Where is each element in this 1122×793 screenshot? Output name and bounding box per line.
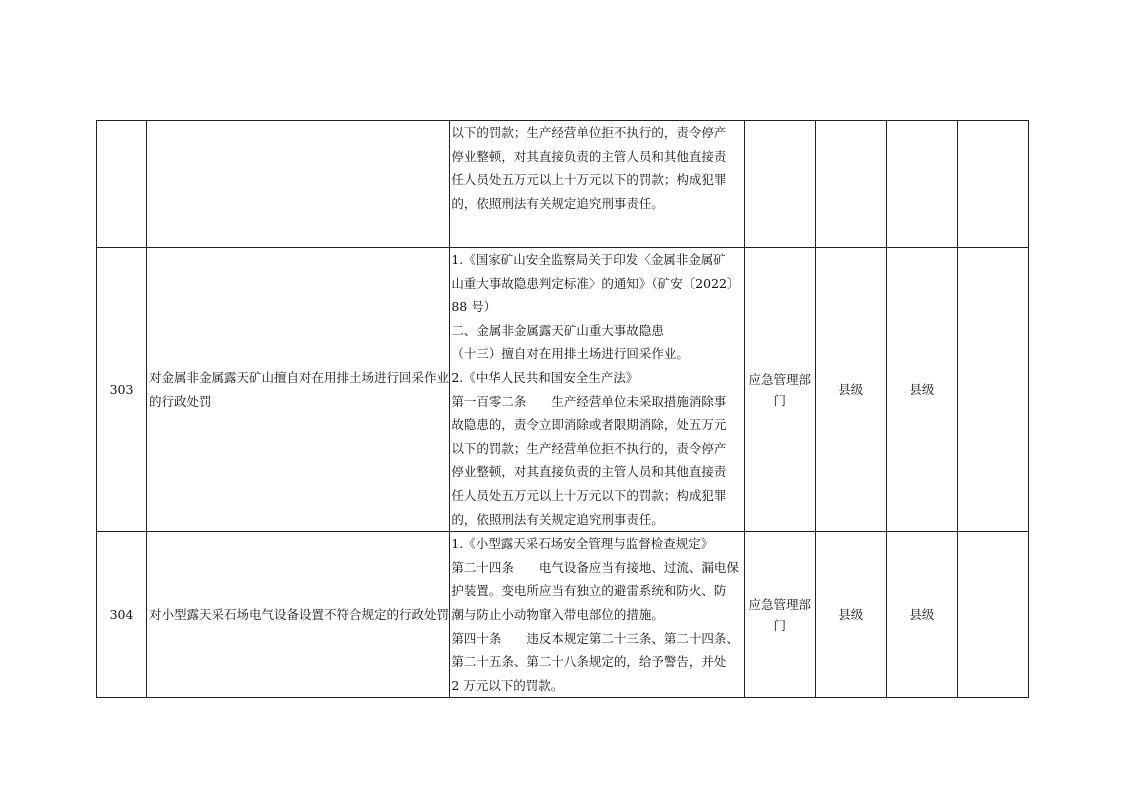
level-cell xyxy=(886,121,957,248)
row-number-cell: 304 xyxy=(97,532,147,698)
legal-basis-line: 第二十五条、第二十八条规定的，给予警告，并处 xyxy=(451,654,727,670)
legal-basis-line: 88 号） xyxy=(451,299,497,315)
level-cell xyxy=(815,121,886,248)
legal-basis-line: 潮与防止小动物窜入带电部位的措施。 xyxy=(451,606,664,622)
matter-name-cell: 对小型露天采石场电气设备设置不符合规定的行政处罚 xyxy=(147,532,450,698)
legal-basis-cell xyxy=(450,121,744,248)
legal-basis-line: 第四十条 违反本规定第二十三条、第二十四条、 xyxy=(451,630,739,646)
legal-basis-line: 任人员处五万元以上十万元以下的罚款；构成犯罪 xyxy=(451,487,727,503)
department-cell: 应急管理部门 xyxy=(744,248,815,532)
legal-basis-line: 以下的罚款；生产经营单位拒不执行的，责令停产 xyxy=(451,125,727,140)
row-number-cell xyxy=(97,121,147,248)
level-cell: 县级 xyxy=(815,248,886,532)
table-row-continued xyxy=(97,121,1029,248)
level-cell: 县级 xyxy=(886,248,957,532)
remarks-cell xyxy=(957,532,1028,698)
remarks-cell xyxy=(957,121,1028,248)
legal-basis-line: 第一百零二条 生产经营单位未采取措施消除事 xyxy=(451,393,727,409)
table-row xyxy=(97,532,1029,698)
matter-name-cell: 对金属非金属露天矿山擅自对在用排土场进行回采作业的行政处罚 xyxy=(147,248,450,532)
legal-basis-line: 的，依照刑法有关规定追究刑事责任。 xyxy=(451,195,664,211)
row-number-cell: 303 xyxy=(97,248,147,532)
legal-basis-line: 的，依照刑法有关规定追究刑事责任。 xyxy=(451,511,664,527)
remarks-cell xyxy=(957,248,1028,532)
level-cell: 县级 xyxy=(815,532,886,698)
level-cell: 县级 xyxy=(886,532,957,698)
legal-basis-line: 停业整顿，对其直接负责的主管人员和其他直接责 xyxy=(451,464,727,480)
department-cell: 应急管理部门 xyxy=(744,532,815,698)
legal-basis-cell xyxy=(450,532,744,698)
matter-name-cell xyxy=(147,121,450,248)
legal-basis-line: 护装置。变电所应当有独立的避雷系统和防火、防 xyxy=(451,583,727,599)
legal-basis-line: 任人员处五万元以上十万元以下的罚款；构成犯罪 xyxy=(451,172,727,188)
legal-basis-line: 第二十四条 电气设备应当有接地、过流、漏电保 xyxy=(451,559,739,575)
matters-table xyxy=(96,120,1029,698)
legal-basis-line: 故隐患的，责令立即消除或者限期消除，处五万元 xyxy=(451,417,727,433)
legal-basis-line: 2 万元以下的罚款。 xyxy=(451,677,564,693)
legal-basis-line: 二、金属非金属露天矿山重大事故隐患 xyxy=(451,322,664,338)
legal-basis-line: 2.《中华人民共和国安全生产法》 xyxy=(451,369,639,385)
department-cell xyxy=(744,121,815,248)
legal-basis-line: 山重大事故隐患判定标准〉的通知》（矿安〔2022〕 xyxy=(451,275,740,291)
table-row xyxy=(97,248,1029,532)
legal-basis-line: 以下的罚款；生产经营单位拒不执行的，责令停产 xyxy=(451,440,727,456)
legal-basis-line: 1.《小型露天采石场安全管理与监督检查规定》 xyxy=(451,536,714,552)
legal-basis-line: 停业整顿，对其直接负责的主管人员和其他直接责 xyxy=(451,148,727,164)
legal-basis-cell xyxy=(450,248,744,532)
legal-basis-line: 1.《国家矿山安全监察局关于印发〈金属非金属矿 xyxy=(451,252,726,267)
legal-basis-line: （十三）擅自对在用排土场进行回采作业。 xyxy=(451,346,689,362)
